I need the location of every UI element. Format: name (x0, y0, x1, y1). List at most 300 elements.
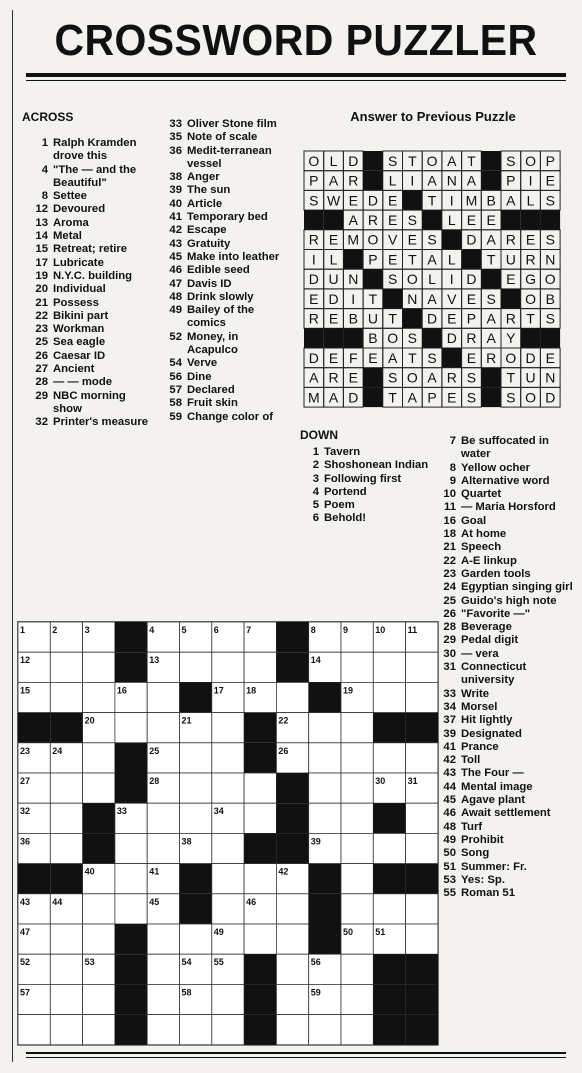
grid-number: 33 (116, 806, 127, 817)
clue-number: 55 (443, 887, 456, 900)
grid-cell (212, 652, 244, 682)
grid-cell (115, 833, 147, 863)
clue-across_col2-39 (154, 184, 286, 197)
clue-text: Article (187, 197, 223, 210)
grid-number: 45 (149, 896, 160, 907)
grid-black-cell (373, 954, 405, 984)
answer-letter: I (351, 290, 356, 307)
answer-letter: O (525, 290, 536, 307)
answer-letter: D (348, 389, 359, 406)
clue-down_col2-44 (428, 781, 578, 794)
answer-letter: S (309, 192, 319, 209)
grid-number: 12 (20, 655, 31, 666)
clue-text: Fruit skin (187, 397, 238, 410)
clue-text: Song (461, 847, 490, 860)
clue-across_col2-42 (154, 224, 286, 237)
clue-text: Medit-terranean vessel (187, 144, 272, 170)
answer-letter: O (406, 369, 418, 386)
answer-black-cell (442, 230, 462, 250)
clue-number: 47 (169, 277, 182, 290)
grid-cell (50, 1015, 82, 1045)
clue-down_col2-39 (428, 728, 578, 741)
grid-cell (50, 984, 82, 1014)
clue-number: 19 (35, 269, 48, 282)
answer-letter: A (506, 192, 516, 209)
answer-letter: Y (506, 330, 516, 347)
clue-across_col2-57 (154, 384, 286, 397)
clue-text: Beverage (461, 621, 512, 634)
clue-text: Toll (461, 754, 481, 767)
grid-number: 25 (149, 745, 160, 756)
answer-letter: E (328, 349, 339, 366)
answer-black-cell (363, 368, 383, 388)
clue-down_col2-37 (428, 714, 578, 727)
answer-letter: A (427, 172, 437, 189)
grid-cell (180, 743, 212, 773)
grid-number: 30 (375, 776, 386, 786)
grid-cell (406, 803, 438, 833)
answer-letter: P (427, 389, 437, 406)
clue-number: 40 (169, 197, 182, 210)
answer-letter: T (486, 251, 496, 268)
answer-letter: D (466, 271, 477, 288)
previous-answer-heading: Answer to Previous Puzzle (350, 109, 516, 124)
clue-number: 21 (443, 541, 456, 554)
answer-black-cell (481, 171, 501, 191)
answer-letter: E (545, 172, 555, 189)
clue-text: Ralph Kramden drove this (53, 137, 137, 163)
clue-number: 26 (443, 607, 456, 620)
clue-number: 33 (443, 687, 456, 700)
clue-across_col2-36 (154, 145, 286, 172)
clue-number: 25 (443, 594, 456, 607)
clue-down_col2-28 (428, 621, 578, 634)
answer-letter: O (525, 152, 536, 169)
answer-black-cell (304, 328, 324, 348)
grid-black-cell (309, 682, 341, 712)
bottom-rule (26, 1052, 566, 1054)
grid-cell (276, 954, 308, 984)
answer-black-cell (481, 151, 501, 171)
answer-letter: O (387, 330, 399, 347)
answer-letter: A (387, 349, 398, 366)
clue-across_col1-23 (20, 323, 148, 336)
clue-text: "The — and the Beautiful" (53, 163, 137, 189)
answer-black-cell (442, 348, 462, 368)
grid-number: 49 (213, 927, 224, 937)
grid-cell (147, 682, 179, 712)
grid-cell (83, 773, 115, 803)
down-clues-column-2 (428, 435, 578, 900)
clue-number: 51 (443, 860, 456, 873)
answer-letter: S (545, 231, 555, 248)
clue-down_col2-43 (428, 767, 578, 780)
answer-black-cell (540, 210, 560, 230)
clue-number: 3 (312, 472, 319, 485)
answer-letter: V (447, 290, 457, 307)
answer-black-cell (501, 289, 521, 309)
grid-cell (341, 984, 373, 1014)
clue-text: Bailey of the comics (187, 304, 255, 330)
clue-text: Davis ID (187, 277, 232, 290)
grid-cell (406, 652, 438, 682)
grid-cell (309, 773, 341, 803)
clue-number: 1 (312, 446, 319, 458)
clue-across_col1-21 (20, 297, 148, 310)
clue-number: 39 (169, 184, 182, 197)
grid-black-cell (406, 954, 438, 984)
grid-number: 58 (181, 987, 192, 998)
grid-number: 40 (84, 866, 95, 877)
clue-number: 45 (443, 794, 456, 807)
clue-text: The Four — (461, 767, 524, 780)
clue-across_col1-4 (20, 164, 148, 191)
answer-letter: B (368, 330, 378, 347)
clue-across_col2-45 (154, 251, 286, 264)
grid-number: 19 (343, 685, 354, 696)
answer-black-cell (540, 328, 560, 348)
clue-number: 8 (41, 190, 48, 203)
answer-letter: P (506, 172, 516, 189)
answer-black-cell (521, 328, 541, 348)
clue-number: 43 (443, 767, 456, 780)
grid-cell (83, 894, 115, 924)
grid-cell (244, 864, 276, 894)
clue-text: Verve (187, 357, 218, 370)
grid-number: 8 (310, 625, 316, 635)
grid-cell (50, 652, 82, 682)
clue-text: Yes: Sp. (461, 873, 505, 886)
grid-black-cell (244, 713, 276, 743)
answer-black-cell (422, 210, 442, 230)
grid-number: 17 (213, 685, 224, 696)
clue-number: 31 (443, 661, 456, 674)
grid-cell (212, 713, 244, 743)
answer-letter: I (449, 192, 454, 209)
grid-cell (50, 833, 82, 863)
grid-number: 54 (181, 957, 192, 968)
answer-letter: P (545, 152, 555, 169)
grid-black-cell (115, 743, 147, 773)
answer-letter: S (506, 389, 516, 406)
answer-letter: E (387, 251, 398, 268)
answer-black-cell (383, 289, 403, 309)
clue-across_col2-54 (154, 357, 286, 370)
answer-letter: A (466, 172, 477, 189)
previous-answer-grid (303, 150, 561, 410)
down-heading: DOWN (300, 428, 338, 442)
answer-letter: L (329, 152, 338, 169)
answer-letter: T (388, 389, 397, 406)
clue-text: Connecticut university (461, 661, 527, 687)
clue-text: Await settlement (461, 807, 551, 820)
grid-cell (50, 954, 82, 984)
clue-down_col2-7 (428, 435, 578, 462)
clue-number: 52 (169, 330, 182, 343)
answer-letter: P (466, 310, 477, 327)
clue-number: 24 (443, 581, 456, 594)
clue-down_col2-10 (428, 488, 578, 501)
grid-cell (373, 652, 405, 682)
grid-black-cell (406, 1015, 438, 1045)
answer-letter: A (348, 211, 358, 228)
grid-black-cell (244, 743, 276, 773)
clue-down_col2-46 (428, 807, 578, 820)
answer-letter: S (427, 231, 437, 248)
clue-number: 28 (35, 376, 48, 389)
clue-number: 39 (443, 727, 456, 740)
grid-black-cell (244, 833, 276, 863)
clue-number: 38 (169, 171, 182, 184)
grid-number: 42 (278, 866, 289, 877)
answer-letter: T (368, 290, 378, 307)
answer-letter: D (308, 349, 319, 366)
grid-number: 35 (375, 806, 386, 817)
grid-cell (180, 652, 212, 682)
clue-down_col2-16 (428, 515, 578, 528)
grid-black-cell (180, 864, 212, 894)
answer-letter: A (407, 389, 418, 406)
answer-letter: E (447, 389, 457, 406)
grid-cell (212, 864, 244, 894)
grid-number: 31 (407, 776, 418, 786)
clue-text: Settee (53, 190, 87, 203)
clue-number: 49 (443, 833, 456, 846)
answer-black-cell (422, 328, 442, 348)
answer-letter: S (427, 349, 437, 366)
clue-text: Turf (461, 820, 483, 833)
clue-text: Agave plant (461, 794, 526, 807)
grid-black-cell (373, 713, 405, 743)
answer-letter: W (326, 192, 341, 209)
answer-black-cell (403, 309, 423, 329)
clue-text: Behold! (324, 512, 367, 525)
grid-cell (244, 924, 276, 954)
answer-letter: A (486, 310, 496, 327)
clue-text: Possess (53, 296, 99, 309)
answer-letter: E (387, 211, 398, 228)
clue-number: 27 (35, 363, 48, 376)
answer-letter: D (308, 271, 319, 288)
answer-black-cell (481, 368, 501, 388)
grid-cell (406, 743, 438, 773)
clue-text: Prance (461, 740, 499, 753)
clue-across_col1-14 (20, 230, 148, 243)
answer-letter: E (309, 290, 319, 307)
answer-letter: D (348, 152, 359, 169)
grid-cell (309, 1015, 341, 1045)
grid-cell (115, 864, 147, 894)
grid-cell (309, 803, 341, 833)
grid-cell (341, 773, 373, 803)
grid-number: 18 (246, 685, 257, 696)
grid-number: 46 (246, 896, 257, 907)
clue-down_col2-23 (428, 568, 578, 581)
answer-letter: U (367, 310, 379, 327)
answer-letter: D (466, 231, 477, 248)
grid-cell (83, 984, 115, 1014)
answer-letter: S (466, 389, 477, 406)
clue-down_col1-3 (291, 473, 437, 486)
grid-number: 5 (181, 625, 187, 635)
clue-number: 50 (443, 847, 456, 860)
answer-letter: I (311, 251, 316, 268)
answer-letter: T (506, 369, 516, 386)
grid-black-cell (115, 773, 147, 803)
clue-down_col2-29 (428, 634, 578, 647)
clue-number: 16 (443, 514, 456, 527)
clue-across_col1-13 (20, 217, 148, 230)
grid-number: 48 (116, 927, 127, 937)
answer-letter: S (545, 310, 555, 327)
clue-across_col2-56 (154, 371, 286, 384)
clue-down_col2-11 (428, 501, 578, 514)
answer-letter: A (427, 290, 437, 307)
clue-number: 29 (443, 634, 456, 647)
clue-number: 33 (169, 118, 182, 130)
grid-cell (373, 894, 405, 924)
clue-text: Quartet (461, 488, 502, 501)
clue-number: 5 (312, 499, 319, 512)
grid-number: 47 (20, 927, 31, 937)
clue-across_col2-59 (154, 411, 286, 424)
clue-down_col2-48 (428, 821, 578, 834)
grid-number: 41 (149, 866, 160, 877)
answer-letter: E (466, 211, 477, 228)
clue-text: Money, in Acapulco (187, 330, 239, 357)
clue-number: 59 (169, 410, 182, 423)
clue-down_col2-55 (428, 887, 578, 900)
clue-number: 22 (35, 309, 48, 322)
answer-letter: S (407, 211, 418, 228)
clue-text: Dine (187, 370, 212, 383)
clue-number: 12 (35, 203, 48, 216)
clue-text: Printer's measure (53, 416, 148, 429)
across-clues-column-2 (154, 118, 286, 424)
clue-number: 9 (449, 474, 456, 487)
clue-number: 44 (443, 780, 456, 793)
clue-down_col2-25 (428, 595, 578, 608)
answer-letter: B (348, 310, 358, 327)
answer-letter: D (525, 349, 536, 366)
grid-number: 4 (149, 625, 155, 635)
clue-number: 4 (41, 163, 48, 176)
answer-letter: I (410, 172, 415, 189)
grid-number: 55 (213, 957, 224, 968)
clue-down_col2-30 (428, 648, 578, 661)
answer-letter: E (387, 192, 398, 209)
answer-letter: T (408, 251, 417, 268)
answer-letter: U (328, 271, 339, 288)
clue-number: 41 (443, 740, 456, 753)
clue-across_col1-20 (20, 283, 148, 296)
grid-number: 36 (20, 836, 31, 847)
grid-cell (341, 1015, 373, 1045)
grid-number: 24 (52, 745, 63, 756)
clue-text: Individual (53, 283, 106, 296)
answer-letter: S (387, 271, 398, 288)
grid-number: 10 (375, 625, 386, 635)
answer-letter: E (348, 369, 358, 386)
clue-text: Declared (187, 383, 235, 396)
grid-black-cell (276, 833, 308, 863)
clue-text: Workman (53, 323, 105, 336)
clue-text: Poem (324, 499, 355, 512)
answer-letter: N (348, 271, 359, 288)
grid-black-cell (115, 984, 147, 1014)
answer-letter: T (388, 310, 397, 327)
answer-letter: S (506, 152, 516, 169)
grid-cell (406, 924, 438, 954)
clue-across_col2-38 (154, 171, 286, 184)
grid-black-cell (244, 984, 276, 1014)
clue-number: 4 (312, 485, 319, 498)
answer-letter: M (308, 389, 320, 406)
clue-across_col2-49 (154, 304, 286, 331)
clue-across_col1-12 (20, 203, 148, 216)
grid-black-cell (276, 803, 308, 833)
grid-number: 20 (84, 715, 95, 726)
answer-letter: S (466, 369, 477, 386)
clue-down_col2-24 (428, 581, 578, 594)
grid-cell (276, 1015, 308, 1045)
answer-letter: G (525, 271, 536, 288)
grid-number: 28 (149, 776, 160, 786)
clue-number: 54 (169, 357, 182, 370)
grid-cell (180, 1015, 212, 1045)
clue-number: 7 (449, 435, 456, 447)
answer-black-cell (363, 269, 383, 289)
answer-letter: A (447, 152, 457, 169)
answer-letter: N (407, 290, 418, 307)
answer-black-cell (481, 269, 501, 289)
clue-text: Devoured (53, 203, 106, 216)
clue-number: 41 (169, 211, 182, 224)
answer-black-cell (481, 387, 501, 407)
grid-cell (147, 924, 179, 954)
answer-letter: E (447, 310, 457, 327)
clue-down_col2-33 (428, 688, 578, 701)
clue-text: Tavern (324, 446, 361, 458)
answer-letter: L (526, 192, 535, 209)
grid-black-cell (309, 864, 341, 894)
answer-letter: I (528, 172, 533, 189)
clue-across_col1-32 (20, 416, 148, 429)
clue-down_col2-41 (428, 741, 578, 754)
grid-cell (147, 984, 179, 1014)
answer-black-cell (343, 328, 363, 348)
answer-letter: R (308, 231, 319, 248)
clue-text: A-E linkup (461, 554, 517, 567)
answer-letter: A (309, 369, 319, 386)
grid-black-cell (309, 894, 341, 924)
answer-letter: D (426, 310, 438, 327)
clue-number: 32 (35, 416, 48, 429)
grid-number: 2 (52, 625, 58, 635)
grid-number: 16 (116, 685, 127, 696)
clue-text: Lubricate (53, 256, 104, 269)
grid-cell (50, 803, 82, 833)
clue-number: 28 (443, 621, 456, 634)
grid-cell (115, 713, 147, 743)
grid-black-cell (373, 864, 405, 894)
clue-down_col1-6 (291, 512, 437, 525)
clue-across_col2-33 (154, 118, 286, 131)
clue-text: Designated (461, 727, 522, 740)
answer-letter: L (329, 251, 338, 268)
grid-number: 21 (181, 715, 192, 726)
answer-letter: B (545, 290, 555, 307)
